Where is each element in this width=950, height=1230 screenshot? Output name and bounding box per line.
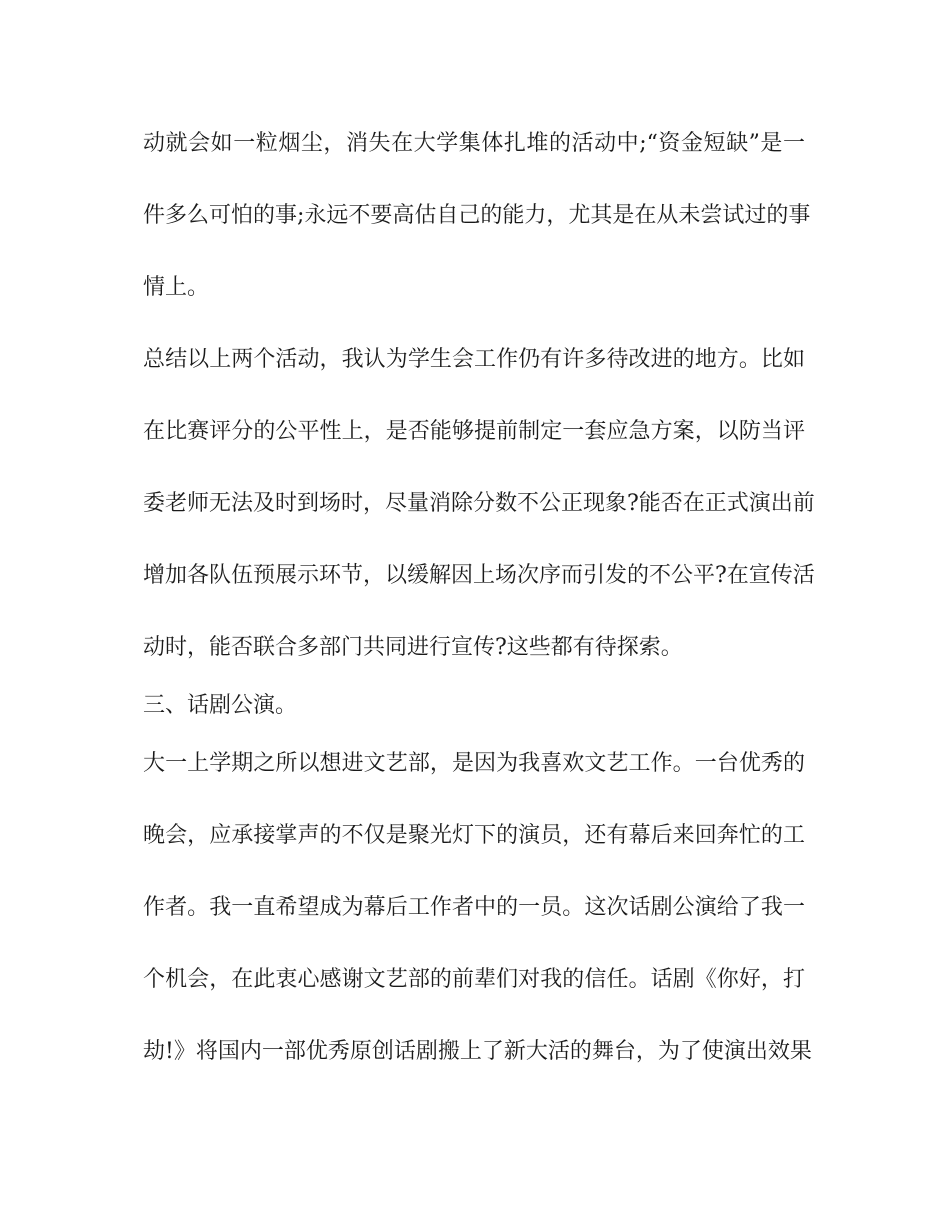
text-line: 动就会如一粒烟尘，消失在大学集体扎堆的活动中;“资金短缺”是一	[143, 131, 805, 156]
text-line: 劫!》将国内一部优秀原创话剧搬上了新大活的舞台，为了使演出效果	[143, 1039, 812, 1064]
text-line: 作者。我一直希望成为幕后工作者中的一员。这次话剧公演给了我一	[143, 895, 805, 920]
section-heading: 三、话剧公演。	[143, 693, 298, 718]
text-line: 情上。	[143, 275, 210, 300]
text-line: 增加各队伍预展示环节，以缓解因上场次序而引发的不公平?在宣传活	[143, 563, 815, 588]
text-line: 总结以上两个活动，我认为学生会工作仍有许多待改进的地方。比如	[143, 347, 805, 372]
text-line: 委老师无法及时到场时，尽量消除分数不公正现象?能否在正式演出前	[143, 491, 815, 516]
text-line: 动时，能否联合多部门共同进行宣传?这些都有待探索。	[143, 635, 683, 660]
text-line: 大一上学期之所以想进文艺部，是因为我喜欢文艺工作。一台优秀的	[143, 751, 805, 776]
text-line: 件多么可怕的事;永远不要高估自己的能力，尤其是在从未尝试过的事	[143, 203, 811, 228]
text-line: 个机会，在此衷心感谢文艺部的前辈们对我的信任。话剧《你好，打	[143, 967, 805, 992]
text-line: 在比赛评分的公平性上，是否能够提前制定一套应急方案，以防当评	[143, 419, 805, 444]
text-line: 晚会，应承接掌声的不仅是聚光灯下的演员，还有幕后来回奔忙的工	[143, 823, 805, 848]
